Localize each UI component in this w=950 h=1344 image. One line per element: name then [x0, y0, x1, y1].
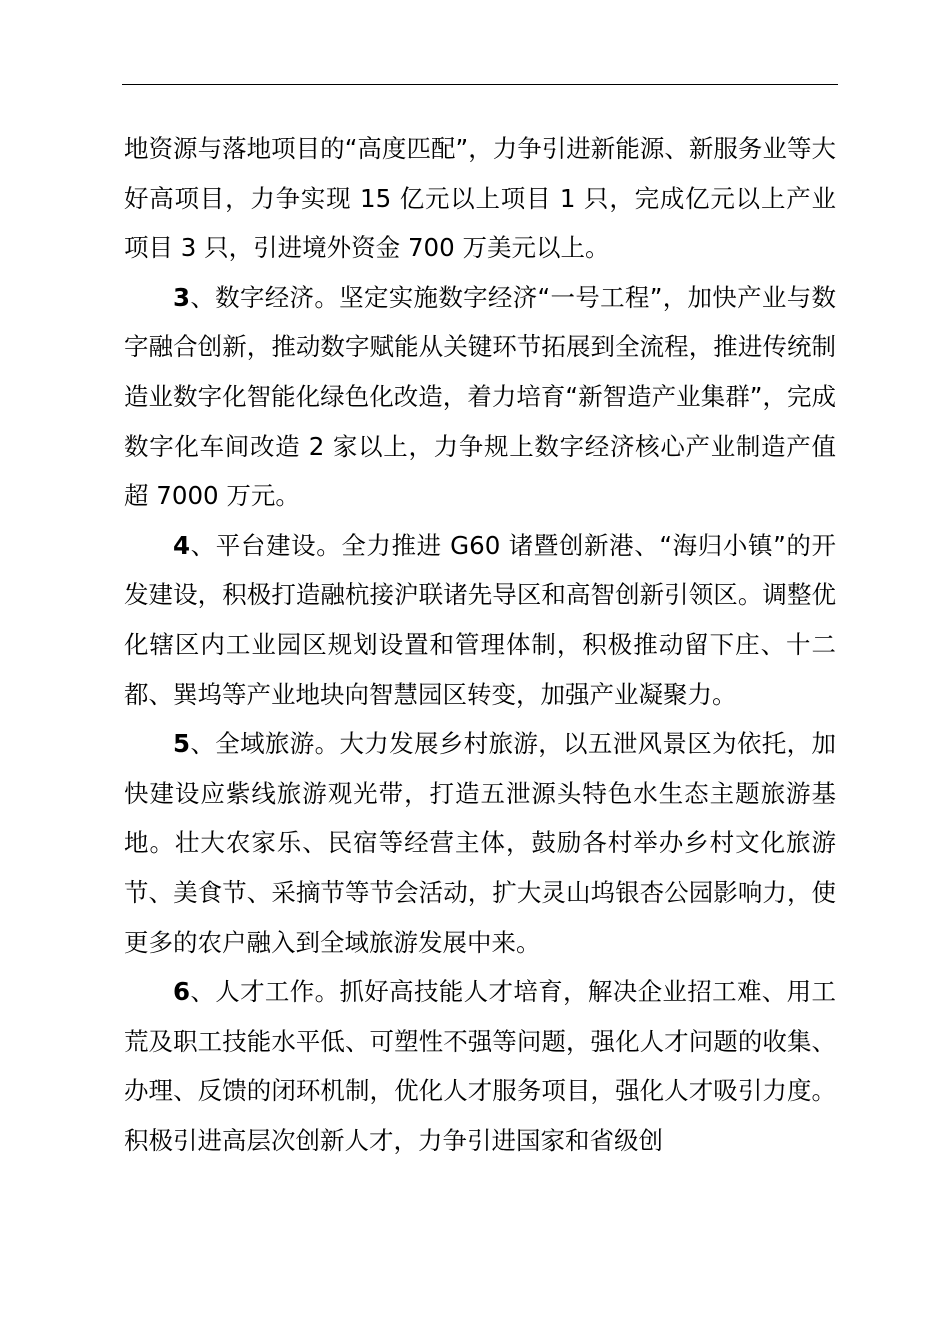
- paragraph-text: 、人才工作。抓好高技能人才培育，解决企业招工难、用工荒及职工技能水平低、可塑性不强等问题，强化人才问题的收集、办理、反馈的闭环机制，优化人才服务项目，强化人才吸引力度。积极引进高层次创新人才，力争引进国家和省级创: [124, 977, 836, 1155]
- paragraph-tourism: [124, 719, 836, 967]
- paragraph-number: 5: [173, 729, 191, 759]
- paragraph-text: 、全域旅游。大力发展乡村旅游，以五泄风景区为依托，加快建设应紫线旅游观光带，打造五泄源头特色水生态主题旅游基地。壮大农家乐、民宿等经营主体，鼓励各村举办乡村文化旅游节、美食节、采摘节等节会活动，扩大灵山坞银杏公园影响力，使更多的农户融入到全域旅游发展中来。: [124, 729, 836, 957]
- paragraph-text: 、数字经济。坚定实施数字经济“一号工程”，加快产业与数字融合创新，推动数字赋能从关键环节拓展到全流程，推进传统制造业数字化智能化绿色化改造，着力培育“新智造产业集群”，完成数字化车间改造 2 家以上，力争规上数字经济核心产业制造产值超 7000 万元。: [124, 282, 836, 511]
- paragraph-text: 地资源与落地项目的“高度匹配”，力争引进新能源、新服务业等大好高项目，力争实现 15 亿元以上项目 1 只，完成亿元以上产业项目 3 只，引进境外资金 700 万美元以上。: [124, 134, 836, 263]
- paragraph-digital-economy: [124, 273, 836, 521]
- paragraph-continuation: [124, 124, 836, 273]
- document-body: [124, 124, 836, 1165]
- paragraph-number: 6: [173, 977, 191, 1007]
- paragraph-platform-construction: [124, 521, 836, 719]
- paragraph-talent-work: [124, 967, 836, 1165]
- paragraph-number: 3: [173, 282, 191, 312]
- paragraph-number: 4: [173, 530, 191, 560]
- paragraph-text: 、平台建设。全力推进 G60 诸暨创新港、“海归小镇”的开发建设，积极打造融杭接沪联诸先导区和高智创新引领区。调整优化辖区内工业园区规划设置和管理体制，积极推动留下庄、十二都、巽坞等产业地块向智慧园区转变，加强产业凝聚力。: [124, 530, 836, 709]
- header-rule: [122, 84, 838, 85]
